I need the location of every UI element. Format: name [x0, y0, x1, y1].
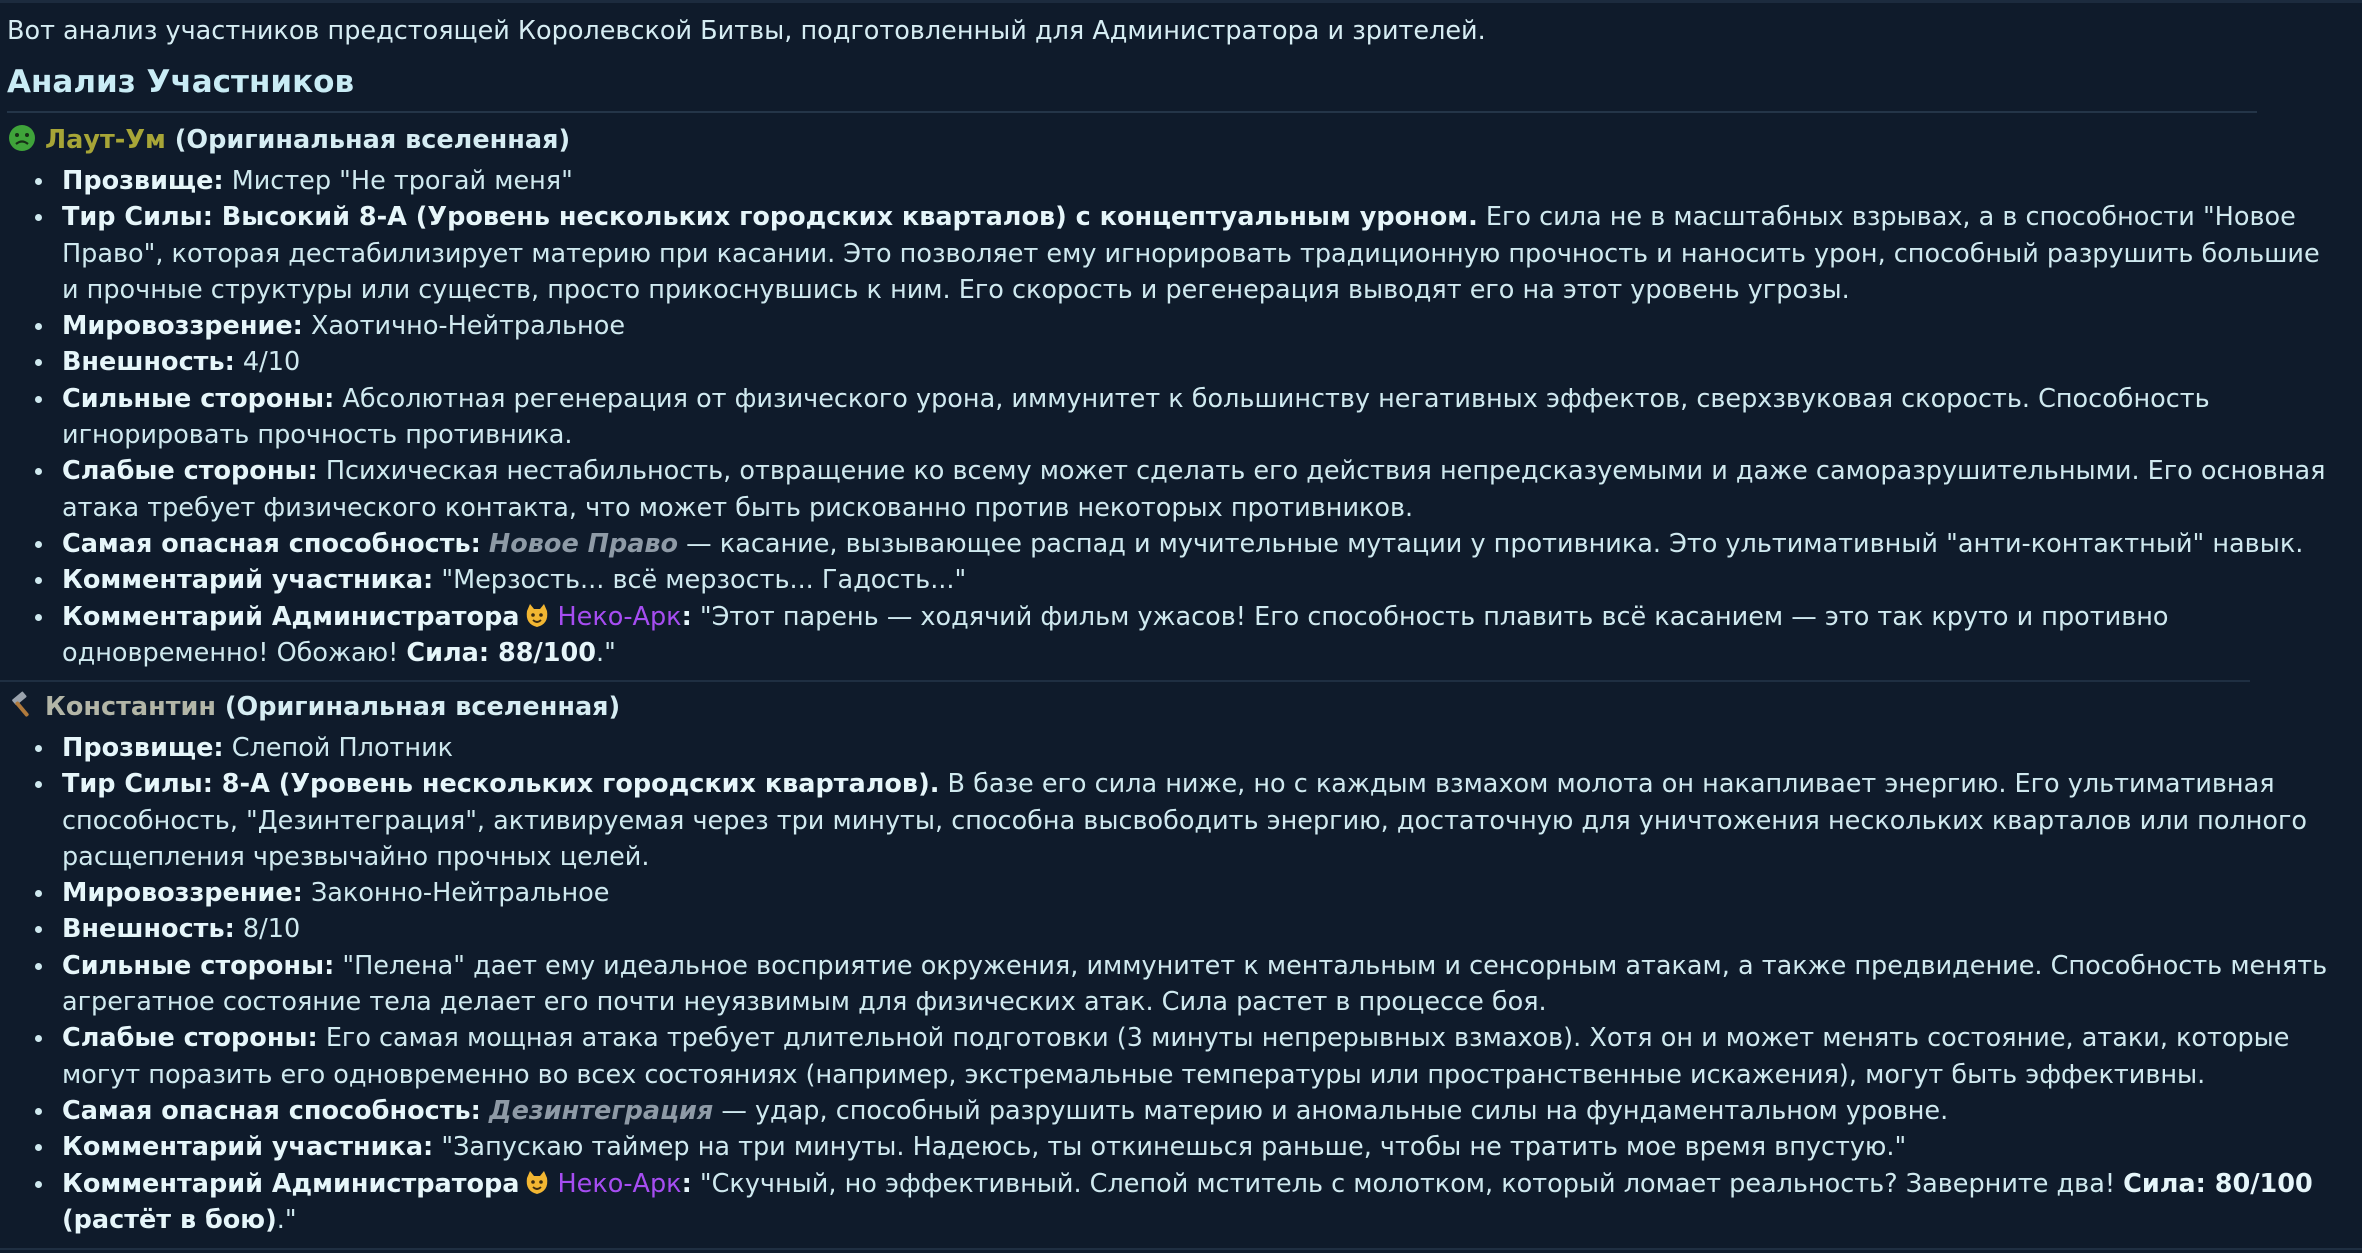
facts-list: [7, 730, 2347, 1238]
admin-comment-text: "Этот парень — ходячий фильм ужасов! Его способность плавить всё касанием — это так круто и противно одновременно! Обожаю!: [62, 601, 2169, 668]
weaknesses-text: Психическая нестабильность, отвращение ко всему может сделать его действия непредсказуемыми и даже саморазрушительными. Его основная атака требует физического контакта, что может быть рискованно против некоторых противников.: [62, 456, 2326, 523]
list-item: [7, 766, 2339, 875]
comment-text: "Запускаю таймер на три минуты. Надеюсь, ты откинешься раньше, чтобы не тратить мое время впустую.": [441, 1132, 1907, 1163]
participant-name: Лаут-Ум: [45, 125, 166, 155]
admin-label: Комментарий Администратора: [62, 1168, 520, 1199]
top-divider: [0, 0, 2362, 3]
list-item: [7, 911, 2339, 947]
list-item: Комментарий Администратора Неко-Арк: "Скучный, но эффективный. Слепой мститель с молотком, который ломает реальность? Заверните два! Сила: 80/100 (растёт в бою).": [7, 1166, 2339, 1239]
hammer-icon: [7, 690, 37, 720]
tier-text: Его сила не в масштабных взрывах, а в способности "Новое Право", которая дестабилизирует материю при касании. Это позволяет ему игнорировать традиционную прочность и наносить урон, способный разрушить большие и прочные структуры или существ, просто прикоснувшись к ним. Его скорость и регенерация выводят его на этот уровень угрозы.: [62, 202, 2320, 305]
facts-list: [7, 163, 2347, 671]
comment-text: "Мерзость... всё мерзость... Гадость...": [441, 565, 967, 596]
participant-card: [7, 689, 2347, 1238]
nickname-value: Мистер "Не трогай меня": [231, 166, 573, 196]
admin-power: Сила: 80/100 (растёт в бою): [62, 1168, 2313, 1235]
participant-header: [7, 122, 2347, 158]
ability-text: — касание, вызывающее распад и мучительные мутации у противника. Это ультимативный "анти-контактный" навык.: [678, 528, 2304, 559]
alignment-label: Мировоззрение:: [62, 878, 303, 909]
ability-name: Дезинтеграция: [488, 1095, 714, 1126]
list-item: [7, 199, 2339, 308]
comment-label: Комментарий участника:: [62, 565, 434, 596]
admin-comment-tail: .": [595, 637, 616, 668]
list-item: [7, 730, 2339, 766]
intro-text: Вот анализ участников предстоящей Королевской Битвы, подготовленный для Администратора и зрителей.: [7, 16, 1486, 46]
strengths-label: Сильные стороны:: [62, 383, 335, 414]
admin-comment-tail: .": [276, 1204, 297, 1235]
list-item: [7, 562, 2339, 598]
ability-name: Новое Право: [488, 528, 679, 559]
admin-name-link[interactable]: Неко-Арк: [557, 1168, 682, 1199]
bottom-divider: [0, 1248, 2362, 1250]
admin-name-link[interactable]: Неко-Арк: [557, 601, 682, 632]
weaknesses-label: Слабые стороны:: [62, 456, 318, 487]
strengths-text: Абсолютная регенерация от физического урона, иммунитет к большинству негативных эффектов, сверхзвуковая скорость. Способность игнорировать прочность противника.: [62, 383, 2210, 451]
admin-comment-text: "Скучный, но эффективный. Слепой мститель с молотком, который ломает реальность? Заверните два!: [699, 1168, 2124, 1199]
list-item: [7, 875, 2339, 911]
weaknesses-label: Слабые стороны:: [62, 1023, 318, 1054]
list-item: [7, 1093, 2339, 1129]
tier-label: Тир Силы: 8-A (Уровень нескольких городских кварталов).: [62, 769, 940, 800]
participant-divider: [0, 680, 2250, 682]
participant-universe: (Оригинальная вселенная): [224, 692, 621, 722]
ability-text: — удар, способный разрушить материю и аномальные силы на фундаментальном уровне.: [713, 1095, 1949, 1126]
nickname-value: Слепой Плотник: [231, 733, 454, 763]
section-rule: [7, 111, 2257, 113]
list-item: [7, 1020, 2339, 1093]
participant-card: [7, 122, 2347, 671]
participant-header: [7, 689, 2347, 725]
tier-text: В базе его сила ниже, но с каждым взмахом молота он накапливает энергию. Его ультимативная способность, "Дезинтеграция", активируемая через три минуты, способна высвободить энергию, достаточную для уничтожения нескольких кварталов или полного расщепления чрезвычайно прочных целей.: [62, 769, 2308, 872]
looks-value: 8/10: [242, 914, 301, 945]
section-title: Анализ Участников: [7, 64, 355, 100]
looks-value: 4/10: [242, 347, 301, 378]
participant-name: Константин: [45, 692, 216, 722]
cat-face-icon: [523, 602, 551, 630]
list-item: Комментарий Администратора Неко-Арк: "Этот парень — ходячий фильм ужасов! Его способность плавить всё касанием — это так круто и противно одновременно! Обожаю! Сила: 88/100.": [7, 599, 2339, 672]
tier-label: Тир Силы: Высокий 8-A (Уровень нескольких городских кварталов) с концептуальным уроном.: [62, 202, 1478, 233]
alignment-value: Законно-Нейтральное: [310, 878, 610, 909]
list-item: [7, 308, 2339, 344]
list-item: [7, 344, 2339, 380]
ability-label: Самая опасная способность:: [62, 1095, 481, 1126]
nickname-label: Прозвище:: [62, 733, 224, 763]
list-item: [7, 381, 2339, 454]
participant-universe: (Оригинальная вселенная): [174, 125, 571, 155]
ability-label: Самая опасная способность:: [62, 528, 481, 559]
looks-label: Внешность:: [62, 914, 235, 945]
comment-label: Комментарий участника:: [62, 1132, 434, 1163]
weaknesses-text: Его самая мощная атака требует длительной подготовки (3 минуты непрерывных взмахов). Хотя он и может менять состояние, атаки, которые могут поразить его одновременно во всех состояниях (например, экстремальные температуры или пространственные искажения), могут быть эффективны.: [62, 1023, 2290, 1090]
admin-power: Сила: 88/100: [406, 637, 596, 668]
list-item: [7, 163, 2339, 199]
list-item: [7, 453, 2339, 526]
cat-face-icon: [523, 1169, 551, 1197]
alignment-value: Хаотично-Нейтральное: [310, 311, 626, 342]
looks-label: Внешность:: [62, 347, 235, 378]
admin-label: Комментарий Администратора: [62, 601, 520, 632]
strengths-label: Сильные стороны:: [62, 950, 335, 981]
list-item: [7, 948, 2339, 1021]
sick-face-icon: [7, 123, 37, 153]
alignment-label: Мировоззрение:: [62, 311, 303, 342]
strengths-text: "Пелена" дает ему идеальное восприятие окружения, иммунитет к ментальным и сенсорным атакам, а также предвидение. Способность менять агрегатное состояние тела делает его почти неуязвимым для физических атак. Сила растет в процессе боя.: [62, 950, 2328, 1018]
nickname-label: Прозвище:: [62, 166, 224, 196]
list-item: [7, 526, 2339, 562]
list-item: [7, 1129, 2339, 1165]
